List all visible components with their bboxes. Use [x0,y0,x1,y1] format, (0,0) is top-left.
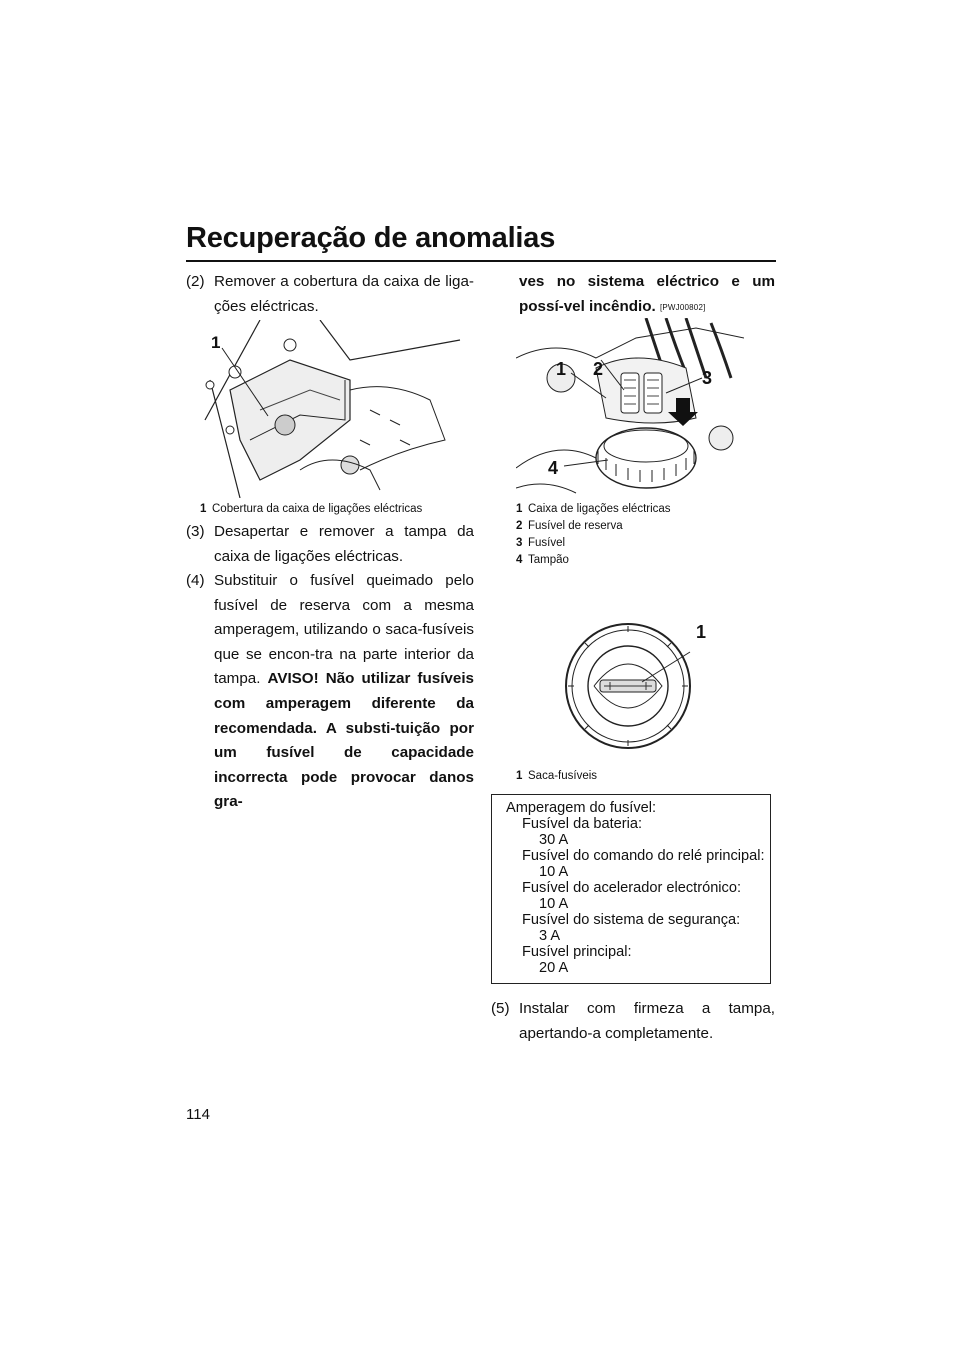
step-2-number: (2) [186,273,205,290]
step-4-number: (4) [186,572,205,589]
spec-label-main: Fusível principal: [522,944,632,960]
figure-2-callout-2: 2 [593,359,604,379]
junction-box-fuses-illustration [516,318,744,498]
title-divider [186,260,776,262]
spec-value-throttle: 10 A [539,896,569,912]
figure-2-caption-2: 2 Fusível de reserva [516,520,623,532]
step-3 [186,520,474,569]
page-number: 114 [186,1106,210,1123]
figure-3-caption-text: Saca-fusíveis [528,770,598,782]
figure-2-callout-3: 3 [702,368,713,388]
spec-value-security: 3 A [539,928,561,944]
figure-2-caption-1: 1 Caixa de ligações eléctricas [516,503,671,515]
junction-box-cover-illustration [200,320,462,498]
warning-continuation [519,270,775,320]
fuse-amperage-spec-box [491,794,771,984]
step-5 [491,997,775,1046]
spec-value-main-relay: 10 A [539,864,569,880]
figure-1-caption-text: Cobertura da caixa de ligações eléctricas [212,503,423,515]
fuse-puller-illustration [560,612,730,760]
spec-value-battery: 30 A [539,832,569,848]
warning-text: Não utilizar fusíveis com amperagem diferente da recomendada. A substi-tuição por um fusível de capacidade incorrecta pode provocar danos gra- [214,670,474,811]
page-title: Recuperação de anomalias [186,222,556,254]
step-5-number: (5) [491,1000,510,1017]
spec-label-main-relay: Fusível do comando do relé principal: [522,848,765,864]
step-4-text: Substituir o fusível queimado pelo fusível de reserva com a mesma amperagem, utilizando o saca-fusíveis que se encon-tra na parte interior da tampa. [214,572,474,688]
step-3-text: Desapertar e remover a tampa da caixa de ligações eléctricas. [214,523,474,565]
figure-3-caption-number: 1 [516,770,523,782]
figure-1-caption [200,501,480,518]
spec-label-throttle: Fusível do acelerador electrónico: [522,880,742,896]
figure-1-caption-number: 1 [200,503,207,515]
warning-continuation-text: ves no sistema eléctrico e um possí-vel incêndio. [519,273,775,315]
warning-code: [PWJ00802] [659,302,706,312]
figure-2-callout-4: 4 [548,458,559,478]
spec-label-battery: Fusível da bateria: [522,816,643,832]
step-3-number: (3) [186,523,205,540]
step-2-text: Remover a cobertura da caixa de liga-ções eléctricas. [214,273,474,315]
spec-value-main: 20 A [539,960,569,976]
figure-3-callout: 1 [696,622,707,642]
figure-2-caption-list [516,501,772,569]
warning-label: AVISO! [267,670,319,688]
step-2 [186,270,474,319]
figure-2-caption-3: 3 Fusível [516,537,566,549]
step-5-text: Instalar com firmeza a tampa, apertando-a completamente. [519,1000,775,1042]
figure-2-caption-4: 4 Tampão [516,554,569,566]
spec-heading: Amperagem do fusível: [506,800,657,816]
spec-label-security: Fusível do sistema de segurança: [522,912,741,928]
step-4 [186,569,474,815]
figure-1-callout: 1 [211,333,221,352]
figure-2-callout-1: 1 [556,359,567,379]
figure-3-caption [516,768,772,785]
